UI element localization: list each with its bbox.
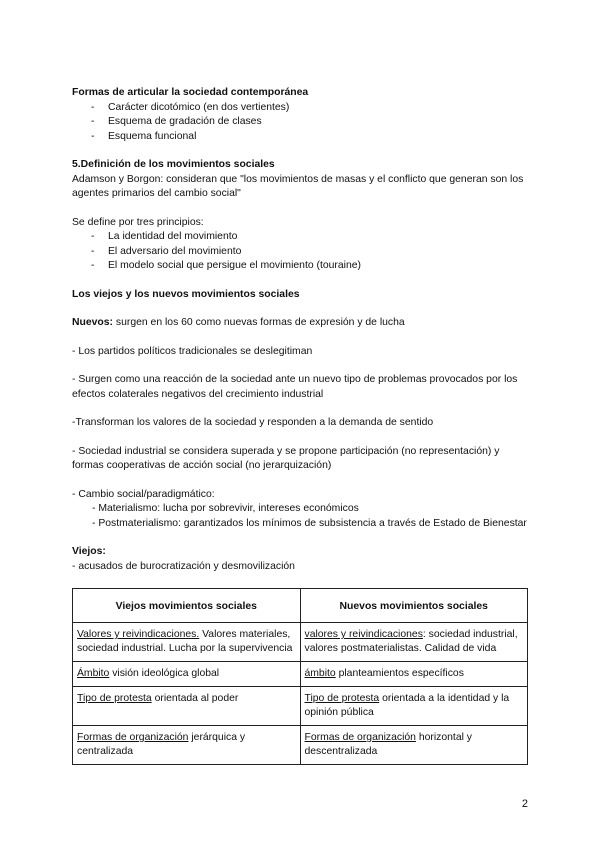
cell-text: orientada a la identidad y la opinión pública bbox=[304, 693, 510, 718]
section-heading-formas: Formas de articular la sociedad contemporánea bbox=[72, 87, 309, 98]
table-cell bbox=[300, 726, 528, 765]
section-heading-definicion: 5.Definición de los movimientos sociales bbox=[72, 159, 275, 170]
page-number: 2 bbox=[521, 798, 528, 810]
cell-text: planteamientos específicos bbox=[335, 668, 464, 679]
paragraph-sociedad-industrial: - Sociedad industrial se considera superada y se propone participación (no representación) y formas cooperativas de acción social (no jerarquización) bbox=[72, 445, 500, 471]
formas-list bbox=[72, 101, 532, 145]
table-cell bbox=[73, 662, 301, 687]
table-cell bbox=[73, 687, 301, 726]
table-row bbox=[73, 623, 528, 662]
nuevos-text: surgen en los 60 como nuevas formas de expresión y de lucha bbox=[113, 317, 405, 328]
list-item: - Esquema de gradación de clases bbox=[72, 115, 532, 130]
cell-text: horizontal y descentralizada bbox=[304, 732, 472, 757]
table-row bbox=[73, 687, 528, 726]
table-row bbox=[73, 662, 528, 687]
adamson-quote: Adamson y Borgon: consideran que "los movimientos de masas y el conflicto que generan son los agentes primarios del cambio social" bbox=[72, 173, 524, 199]
principles-list bbox=[72, 230, 532, 274]
list-item: - Carácter dicotómico (en dos vertientes) bbox=[72, 101, 532, 116]
table-cell bbox=[300, 662, 528, 687]
cell-term: Tipo de protesta bbox=[77, 693, 152, 704]
cell-term: Formas de organización bbox=[77, 732, 189, 743]
viejos-text: - acusados de burocratización y desmovilización bbox=[72, 560, 295, 572]
nuevos-label: Nuevos: bbox=[72, 317, 113, 328]
paragraph-postmaterialismo bbox=[72, 517, 532, 532]
paragraph-cambio-social: - Cambio social/paradigmático: bbox=[72, 488, 215, 500]
table-header-nuevos: Nuevos movimientos sociales bbox=[300, 589, 528, 623]
table-cell bbox=[300, 687, 528, 726]
cell-term: valores y reivindicaciones bbox=[304, 629, 423, 640]
section-heading-viejos-nuevos: Los viejos y los nuevos movimientos sociales bbox=[72, 288, 300, 300]
list-item: - Esquema funcional bbox=[72, 130, 532, 145]
nuevos-paragraph bbox=[72, 316, 532, 331]
document-page bbox=[72, 86, 532, 765]
list-item: - El modelo social que persigue el movimiento (touraine) bbox=[72, 259, 532, 274]
table-cell bbox=[300, 623, 528, 662]
cell-term: ámbito bbox=[304, 668, 336, 679]
cell-text: orientada al poder bbox=[151, 693, 239, 704]
cell-term: Valores y reivindicaciones. bbox=[77, 629, 200, 640]
cell-text: visión ideológica global bbox=[109, 668, 220, 679]
table-cell bbox=[73, 726, 301, 765]
comparison-table bbox=[72, 588, 528, 765]
paragraph-reaccion: - Surgen como una reacción de la sociedad ante un nuevo tipo de problemas provocados por los efectos colaterales negativos del crecimiento industrial bbox=[72, 374, 518, 400]
list-item: - El adversario del movimiento bbox=[72, 245, 532, 260]
postmaterialismo-text: - Postmaterialismo: garantizados los mínimos de subsistencia a través de Estado de Bienestar bbox=[92, 517, 527, 529]
paragraph-valores: -Transforman los valores de la sociedad y responden a la demanda de sentido bbox=[72, 417, 434, 428]
table-row bbox=[73, 726, 528, 765]
cell-text: jerárquica y centralizada bbox=[77, 732, 246, 757]
table-cell bbox=[73, 623, 301, 662]
paragraph-partidos: - Los partidos políticos tradicionales se deslegitiman bbox=[72, 345, 313, 357]
list-item: - La identidad del movimiento bbox=[72, 230, 532, 245]
cell-term: Formas de organización bbox=[304, 732, 416, 743]
table-header-viejos: Viejos movimientos sociales bbox=[73, 589, 301, 623]
table-header-row bbox=[73, 589, 528, 623]
cell-text: Valores materiales, sociedad industrial. Lucha por la supervivencia bbox=[77, 629, 293, 654]
cell-term: Tipo de protesta bbox=[304, 693, 380, 704]
viejos-label: Viejos: bbox=[72, 546, 106, 557]
cell-text: : sociedad industrial, valores postmaterialistas. Calidad de vida bbox=[304, 629, 518, 654]
principles-intro: Se define por tres principios: bbox=[72, 216, 204, 228]
paragraph-materialismo: - Materialismo: lucha por sobrevivir, intereses económicos bbox=[92, 503, 359, 514]
cell-term: Ámbito bbox=[77, 668, 110, 679]
